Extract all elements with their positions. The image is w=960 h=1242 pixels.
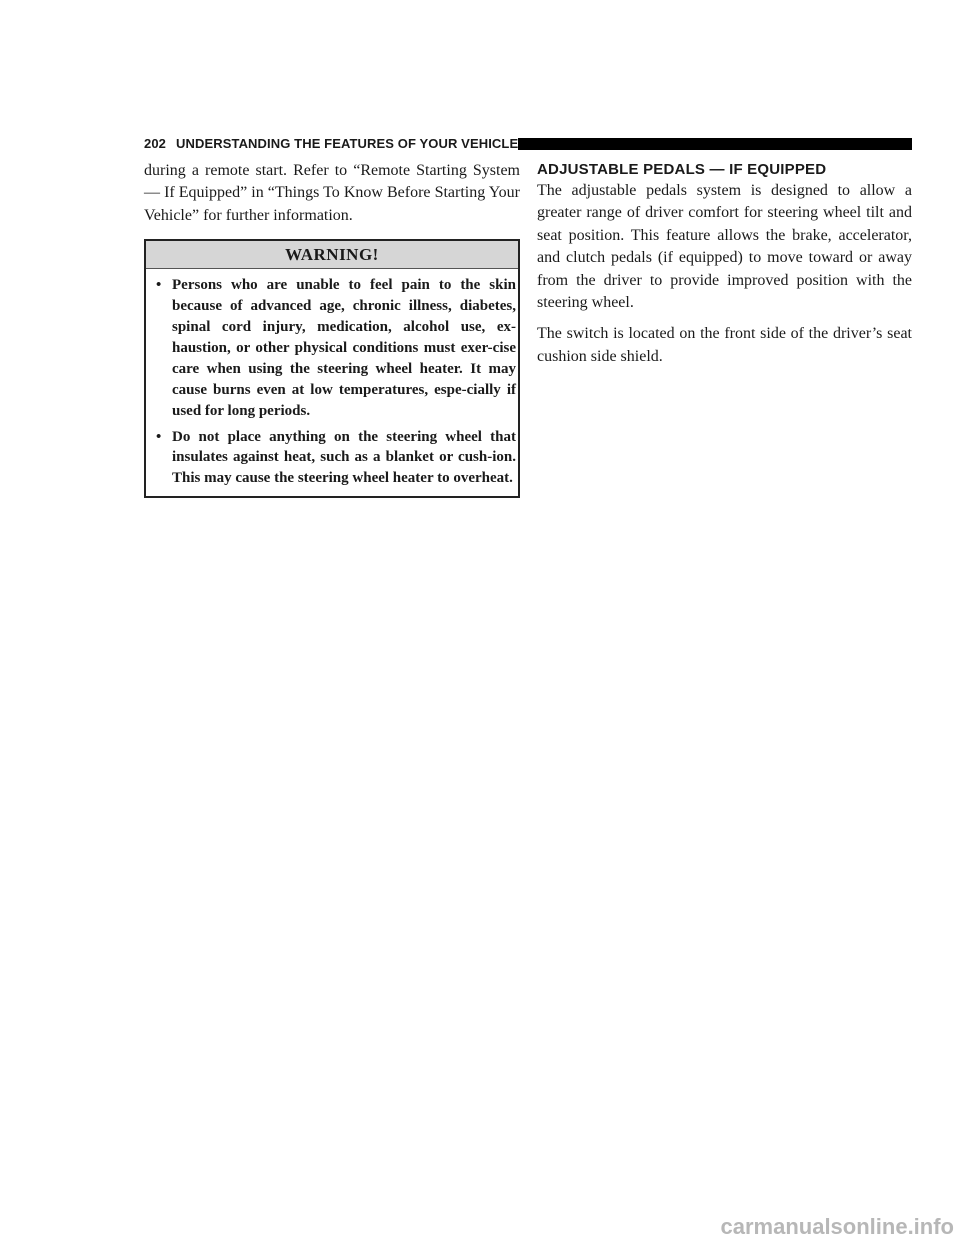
body-paragraph: The adjustable pedals system is designed to allow a greater range of driver comfort for steering wheel tilt and seat position. This feature allows the brake, accelerator, and clutch pedals (if equipped) to move toward or away from the driver to provide improved position with the steering wheel. <box>537 182 912 312</box>
page-number: 202 <box>144 136 166 151</box>
warning-list <box>146 269 518 496</box>
bullet-icon: • <box>156 277 162 294</box>
warning-item-text: Persons who are unable to feel pain to the skin because of advanced age, chronic illness, diabetes, spinal cord injury, medication, alcohol use, ex-haustion, or other physical conditions must exer-cise care when using the steering wheel heater. It may cause burns even at low temperatures, espe-cially if used for long periods. <box>172 277 516 419</box>
watermark-text: carmanualsonline.info <box>720 1214 954 1239</box>
section-heading: ADJUSTABLE PEDALS — IF EQUIPPED <box>537 161 827 178</box>
body-paragraph: The switch is located on the front side of the driver’s seat cushion side shield. <box>537 325 912 365</box>
warning-item <box>146 275 516 421</box>
left-column <box>144 160 520 498</box>
warning-title: WARNING! <box>146 241 518 269</box>
right-column <box>537 160 912 377</box>
bullet-icon: • <box>156 428 162 445</box>
intro-paragraph: during a remote start. Refer to “Remote Starting System — If Equipped” in “Things To Know Before Starting Your Vehicle” for further information. <box>144 162 520 224</box>
warning-box <box>144 239 520 498</box>
warning-item-text: Do not place anything on the steering wheel that insulates against heat, such as a blanket or cush-ion. This may cause the steering wheel heater to overheat. <box>172 428 516 487</box>
header-rule-bar <box>518 138 912 150</box>
page-header <box>144 135 912 155</box>
chapter-title: UNDERSTANDING THE FEATURES OF YOUR VEHICLE <box>176 136 519 151</box>
warning-item <box>146 427 516 490</box>
